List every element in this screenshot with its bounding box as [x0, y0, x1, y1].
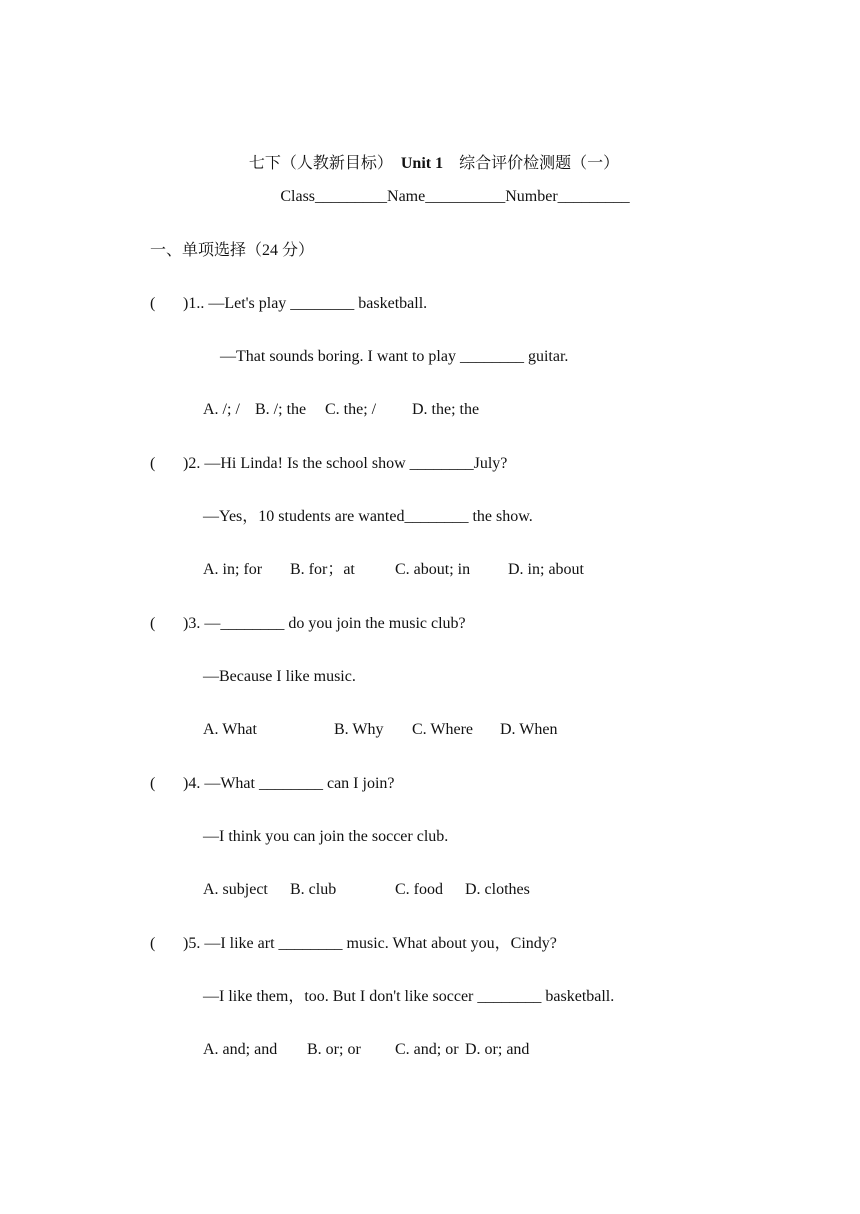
option-d: D. clothes [465, 881, 530, 898]
answer-bracket: ( [150, 295, 156, 312]
question-reply: —Because I like music. [203, 668, 356, 685]
question-reply: —I think you can join the soccer club. [203, 828, 449, 845]
option-a: A. and; and [203, 1041, 278, 1058]
option-d: D. in; about [508, 561, 584, 578]
answer-bracket: ( [150, 455, 156, 472]
option-a: A. /; / [203, 401, 240, 418]
page-title [0, 134, 860, 174]
option-d: D. the; the [412, 401, 480, 418]
option-b: B. Why [334, 721, 384, 738]
question-reply: —I like them，too. But I don't like soccer ________ basketball. [203, 988, 615, 1005]
option-d: D. or; and [465, 1041, 530, 1058]
question-stem: )3. —________ do you join the music club? [183, 615, 466, 632]
option-c: C. the; / [325, 401, 377, 418]
option-c: C. food [395, 881, 443, 898]
option-d: D. When [500, 721, 558, 738]
question-stem: )2. —Hi Linda! Is the school show ________July? [183, 455, 508, 472]
option-b: B. for；at [290, 561, 355, 578]
question-stem: )1.. —Let's play ________ basketball. [183, 295, 428, 312]
option-a: A. subject [203, 881, 268, 898]
question-stem: )4. —What ________ can I join? [183, 775, 395, 792]
option-c: C. about; in [395, 561, 471, 578]
title-unit: Unit 1 [400, 155, 444, 172]
question-reply: —That sounds boring. I want to play ________ guitar. [220, 348, 569, 365]
option-b: B. club [290, 881, 337, 898]
option-c: C. and; or [395, 1041, 459, 1058]
option-c: C. Where [412, 721, 474, 738]
answer-bracket: ( [150, 615, 156, 632]
answer-bracket: ( [150, 935, 156, 952]
question-stem: )5. —I like art ________ music. What about you，Cindy? [183, 935, 557, 952]
option-b: B. /; the [255, 401, 307, 418]
section-heading: 一、单项选择（24 分） [150, 242, 315, 259]
answer-bracket: ( [150, 775, 156, 792]
student-info-line: Class_________Name__________Number_________ [280, 188, 630, 205]
option-a: A. What [203, 721, 257, 738]
question-reply: —Yes，10 students are wanted________ the show. [203, 508, 533, 525]
title-prefix: 七下（人教新目标） [248, 155, 393, 172]
title-suffix: 综合评价检测题（一） [459, 155, 620, 172]
option-b: B. or; or [307, 1041, 361, 1058]
option-a: A. in; for [203, 561, 263, 578]
